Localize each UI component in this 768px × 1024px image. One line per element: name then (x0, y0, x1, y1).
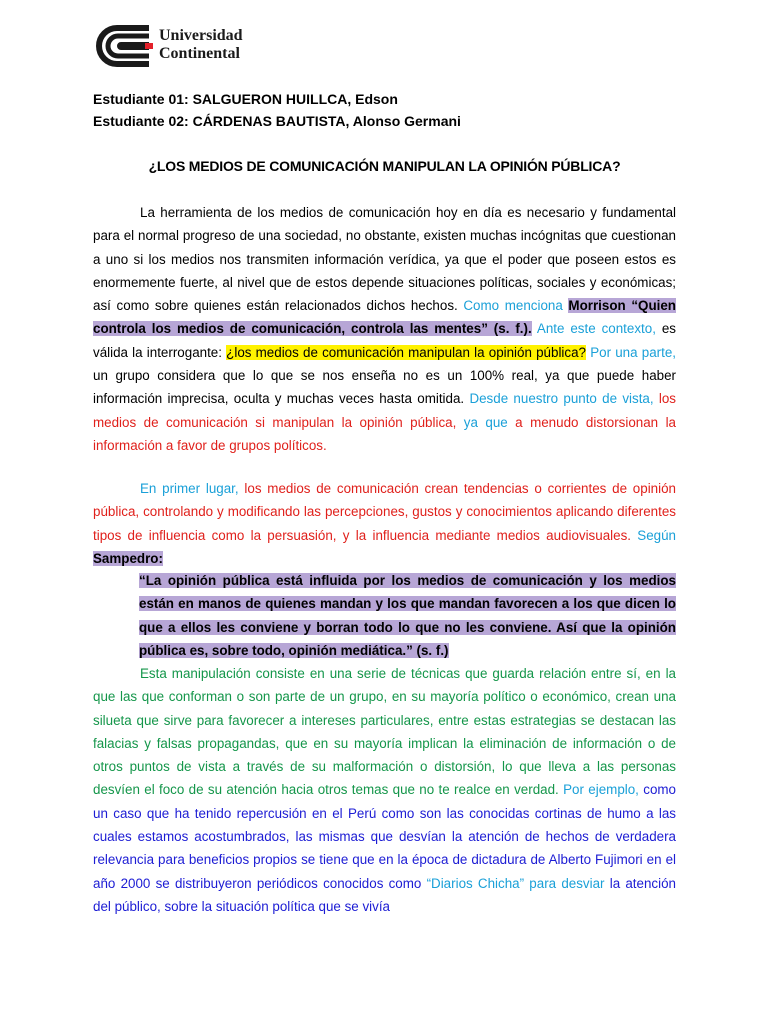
p2-text-1: En primer lugar, (140, 481, 245, 496)
p1-text-5: es válida la interrogante: (93, 321, 677, 360)
p1-morrison-quote: Morrison “Quien controla los medios de comunicación, controla las mentes” (s. f.). (93, 298, 676, 337)
continental-c-icon (93, 22, 155, 70)
paragraph-manipulation (93, 662, 676, 918)
quote-text: “La opinión pública está influida por los medios de comunicación y los medios están en manos de quienes mandan y los que mandan favorecen a los que dicen lo que a ellos les conviene y borran todo lo que no les conviene. Así que la opinión pública es, sobre todo, opinión mediática.” (s. f.) (139, 573, 676, 658)
paragraph-intro (93, 201, 676, 457)
p3-text-2: Por ejemplo, (563, 782, 644, 798)
p1-text-8: un grupo considera que lo que se nos enseña no es un 100% real, ya que puede haber información imprecisa, oculta y muchas veces hasta omitida. (93, 368, 676, 407)
p1-text-2: Como menciona (463, 298, 569, 314)
logo-text (159, 27, 243, 63)
student-2: Estudiante 02: CÁRDENAS BAUTISTA, Alonso Germani (93, 113, 461, 129)
p3-text-5: la atención del público, sobre la situación política que se vivía (93, 875, 676, 914)
logo-line-1: Universidad (159, 27, 243, 44)
p1-text-9: Desde nuestro punto de vista, (469, 391, 659, 407)
document-title: ¿LOS MEDIOS DE COMUNICACIÓN MANIPULAN LA OPINIÓN PÚBLICA? (148, 158, 621, 174)
p1-text-7: Por una parte, (586, 344, 676, 360)
p1-text-11: ya que (463, 414, 516, 430)
p1-text-4: Ante este contexto, (531, 321, 662, 337)
p3-text-4: “Diarios Chicha” para desviar (426, 875, 610, 891)
student-1: Estudiante 01: SALGUERON HUILLCA, Edson (93, 91, 398, 107)
p3-text-3: como un caso que ha tenido repercusión en el Perú como son las conocidas cortinas de humo a las cuales estamos acostumbrados, las mismas que desvían la atención de hechos de verdadera relevancia para beneficios propios se tiene que en la época de dictadura de Alberto Fujimori en el año 2000 se distribuyeron periódicos conocidos como (93, 782, 676, 891)
p2-sampedro: Sampedro: (93, 550, 163, 566)
p1-text-1: La herramienta de los medios de comunicación hoy en día es necesario y fundamental para el normal progreso de una sociedad, no obstante, existen muchas incógnitas que cuestionan a uno si los medios nos transmiten información verídica, ya que el poder que poseen estos es enormemente fuerte, al nivel que de estos depende situaciones políticas, sociales y económicas; así como sobre quienes están relacionados dichos hechos. (93, 205, 676, 314)
paragraph-first-argument (93, 477, 676, 570)
p1-thesis: los medios de comunicación si manipulan la opinión pública, (93, 391, 676, 430)
sampedro-quote (139, 569, 676, 662)
p3-text-1: Esta manipulación consiste en una serie de técnicas que guarda relación entre sí, en la que las que conforman o son parte de un grupo, en su mayoría político o económico, crean una silueta que sirve para favorecer a intereses particulares, entre estas estrategias se destacan las falacias y falsas propagandas, que en su mayoría implican la eliminación de información o de otros puntos de vista a través de su malformación o distorsión, lo que lleva a las personas desvíen el foco de su atención hacia otros temas que no te realce en verdad. (93, 666, 676, 798)
p2-text-2: los medios de comunicación crean tendencias o corrientes de opinión pública, controlando y modificando las percepciones, gustos y conocimientos aplicando diferentes tipos de influencia como la persuasión, y la influencia mediante medios audiovisuales. (93, 481, 676, 543)
p1-question-highlight: ¿los medios de comunicación manipulan la opinión pública? (226, 344, 586, 360)
university-logo (93, 22, 263, 70)
p2-text-3: Según (637, 527, 676, 543)
logo-line-2: Continental (159, 45, 240, 62)
p1-text-12: a menudo distorsionan la información a favor de grupos políticos. (93, 414, 676, 453)
student-list (93, 88, 461, 132)
